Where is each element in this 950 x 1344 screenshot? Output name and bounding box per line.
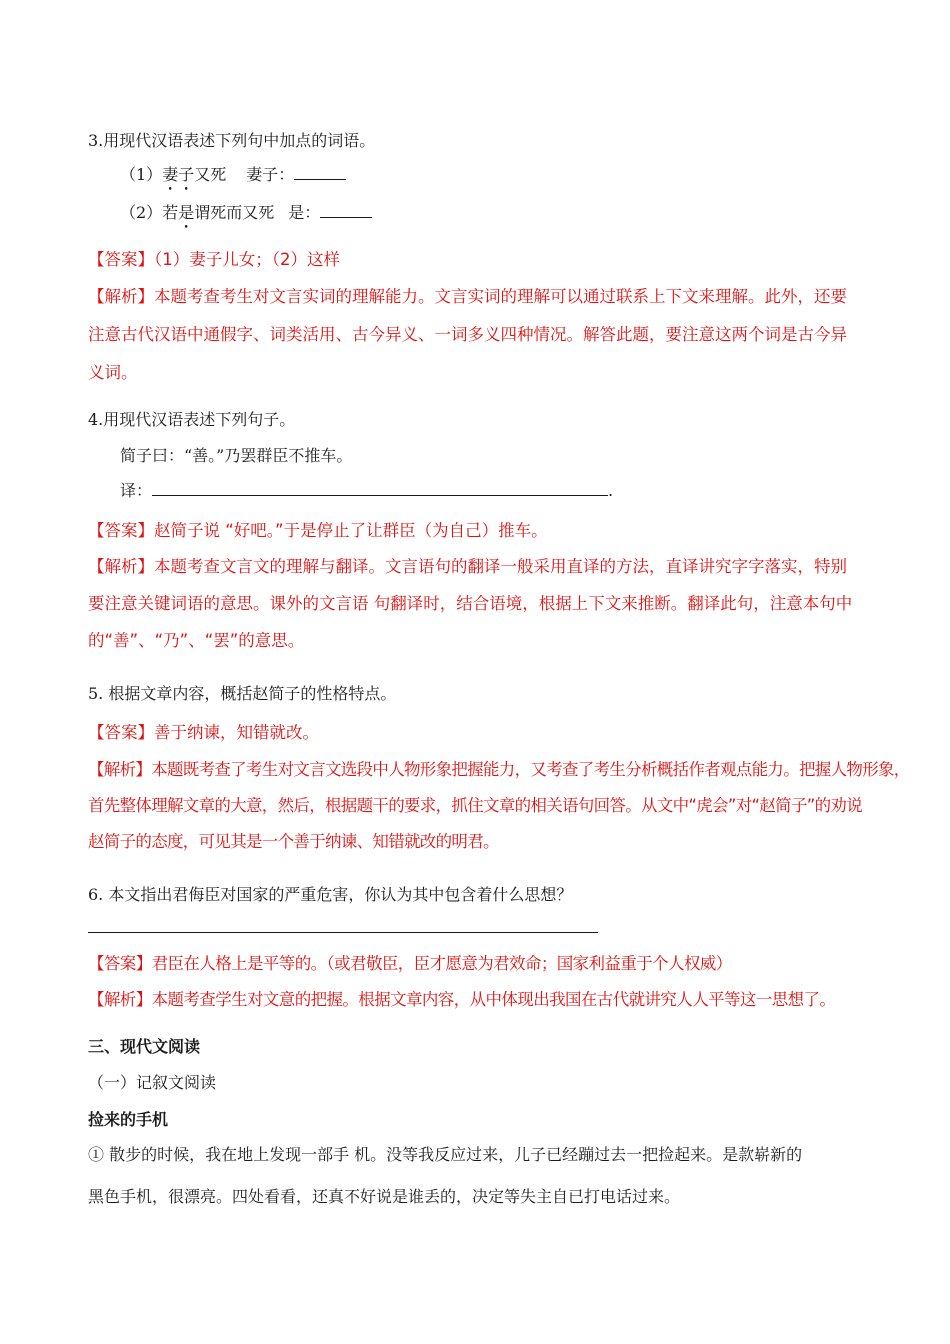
q4-translate (120, 478, 613, 501)
q3-item-1 (120, 162, 346, 185)
q5-analysis-line-3: 赵简子的态度，可见其是一个善于纳谏、知错就改的明君。 (88, 832, 499, 851)
q5-stem: 5. 根据文章内容，概括赵简子的性格特点。 (88, 684, 397, 703)
article-title: 捡来的手机 (88, 1110, 169, 1129)
q3-item2-num: （2） (120, 203, 163, 222)
q6-analysis: 【解析】本题考查学生对文意的把握。根据文章内容，从中体现出我国在古代就讲究人人平等这一思想了。 (88, 990, 836, 1009)
q4-translate-end: . (608, 481, 614, 500)
q3-stem: 3.用现代汉语表述下列句中加点的词语。 (88, 131, 376, 150)
q3-answer: 【答案】（1）妻子儿女；（2）这样 (88, 250, 340, 269)
q4-translate-label: 译： (120, 481, 153, 500)
q3-item1-num: （1） (120, 165, 163, 184)
q4-analysis-line-1: 【解析】本题考查文言文的理解与翻译。文言语句的翻译一般采用直译的方法，直译讲究字字落实，特别 (88, 557, 847, 576)
article-para-line-2: 黑色手机，很漂亮。四处看看，还真不好说是谁丢的，决定等失主自已打电话过来。 (88, 1187, 681, 1206)
section-heading: 三、现代文阅读 (88, 1037, 201, 1056)
q4-quote: 简子曰：“善。”乃罢群臣不推车。 (120, 446, 353, 465)
q4-translate-blank[interactable] (152, 479, 608, 496)
q4-analysis-line-3: 的“善”、“乃”、“罢”的意思。 (88, 631, 305, 650)
q4-answer: 【答案】赵简子说 “好吧。”于是停止了让群臣（为自己）推车。 (88, 521, 548, 540)
q3-item2-dotted: 是 (178, 203, 195, 222)
q3-item2-gloss: 是： (288, 203, 321, 222)
q3-item2-blank[interactable] (320, 201, 372, 218)
q6-stem: 6. 本文指出君侮臣对国家的严重危害，你认为其中包含着什么思想？ (88, 885, 573, 904)
q5-analysis-line-1: 【解析】本题既考查了考生对文言文选段中人物形象把握能力，又考查了考生分析概括作者观点能力。把握人物形象， (88, 760, 910, 779)
q3-item2-post: 谓死而又死 (194, 203, 275, 222)
q3-analysis-line-2: 注意古代汉语中通假字、词类活用、古今异义、一词多义四种情况。解答此题，要注意这两个词是古今异 (88, 325, 847, 344)
q5-analysis-line-2: 首先整体理解文章的大意，然后，根据题干的要求，抓住文章的相关语句回答。从文中“虎会”对“赵简子”的劝说 (88, 796, 862, 815)
article-para-line-1: ① 散步的时候，我在地上发现一部手 机。没等我反应过来，儿子已经蹦过去一把捡起来。是款崭新的 (88, 1145, 803, 1164)
section-subheading: （一）记叙文阅读 (88, 1073, 217, 1092)
q3-item1-dotted-2: 子 (178, 165, 195, 184)
q3-item1-blank[interactable] (294, 163, 346, 180)
q3-item-2 (120, 200, 372, 223)
q3-analysis-line-3: 义词。 (88, 363, 138, 382)
q3-analysis-line-1: 【解析】本题考查考生对文言实词的理解能力。文言实词的理解可以通过联系上下文来理解。此外，还要 (88, 287, 847, 306)
q5-answer: 【答案】善于纳谏，知错就改。 (88, 723, 319, 742)
q6-answer: 【答案】君臣在人格上是平等的。（或君敬臣，臣才愿意为君效命；国家利益重于个人权威） (88, 954, 732, 973)
q3-item1-gloss: 妻子： (246, 165, 295, 184)
q4-analysis-line-2: 要注意关键词语的意思。课外的文言语 句翻译时，结合语境，根据上下文来推断。翻译此句，注意本句中 (88, 594, 853, 613)
q4-stem: 4.用现代汉语表述下列句子。 (88, 410, 296, 429)
q3-item1-dotted-1: 妻 (162, 165, 179, 184)
q3-item1-mid: 又死 (194, 165, 227, 184)
q3-item2-pre: 若 (162, 203, 179, 222)
q6-answer-line[interactable] (88, 932, 598, 933)
